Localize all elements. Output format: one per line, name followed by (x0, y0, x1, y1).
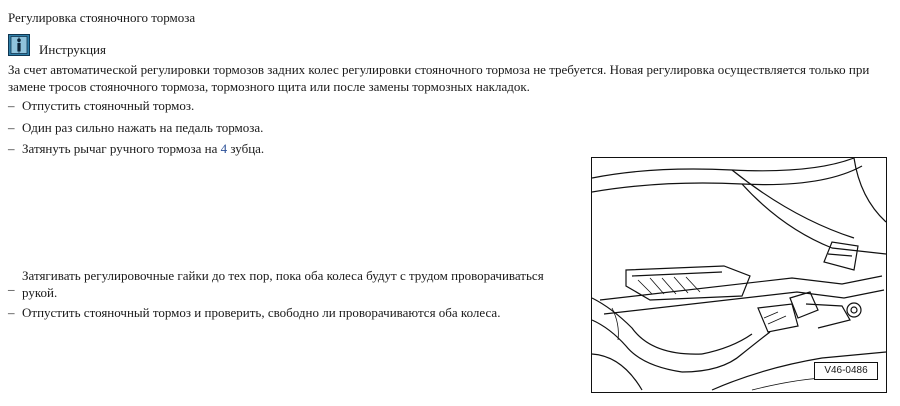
note-block (8, 34, 106, 56)
step-dash: _ (8, 277, 15, 292)
step-text: Отпустить стояночный тормоз и проверить, свободно ли проворачиваются оба колеса. (22, 305, 501, 320)
note-label: Инструкция (39, 42, 106, 57)
step-dash: – (8, 120, 15, 135)
step-item (8, 97, 194, 114)
step-item (8, 119, 263, 136)
intro-paragraph: За счет автоматической регулировки тормозов задних колес регулировки стояночного тормоза не требуется. Новая регулировка осуществляется только при замене тросов стояночного тормоза, тормозного щита или после замены тормозных накладок. (8, 62, 870, 94)
step-text: Затянуть рычаг ручного тормоза на (22, 141, 221, 156)
step-text: Один раз сильно нажать на педаль тормоза. (22, 120, 264, 135)
step-dash: – (8, 141, 15, 156)
figure-label: V46-0486 (814, 362, 878, 380)
step-text: зубца. (227, 141, 265, 156)
step-item (8, 304, 500, 321)
step-text: Затягивать регулировочные гайки до тех пор, пока оба колеса будут с трудом проворачиваться рукой. (22, 268, 544, 300)
step-dash: – (8, 98, 15, 113)
teeth-count: 4 (220, 141, 228, 156)
info-book-icon (8, 34, 30, 56)
page-title: Регулировка стояночного тормоза (8, 10, 196, 25)
step-dash: – (8, 305, 15, 320)
parking-brake-figure (591, 157, 887, 393)
step-item (8, 140, 264, 157)
step-item (8, 267, 568, 301)
parking-brake-lever-illustration (592, 158, 886, 392)
step-text: Отпустить стояночный тормоз. (22, 98, 195, 113)
